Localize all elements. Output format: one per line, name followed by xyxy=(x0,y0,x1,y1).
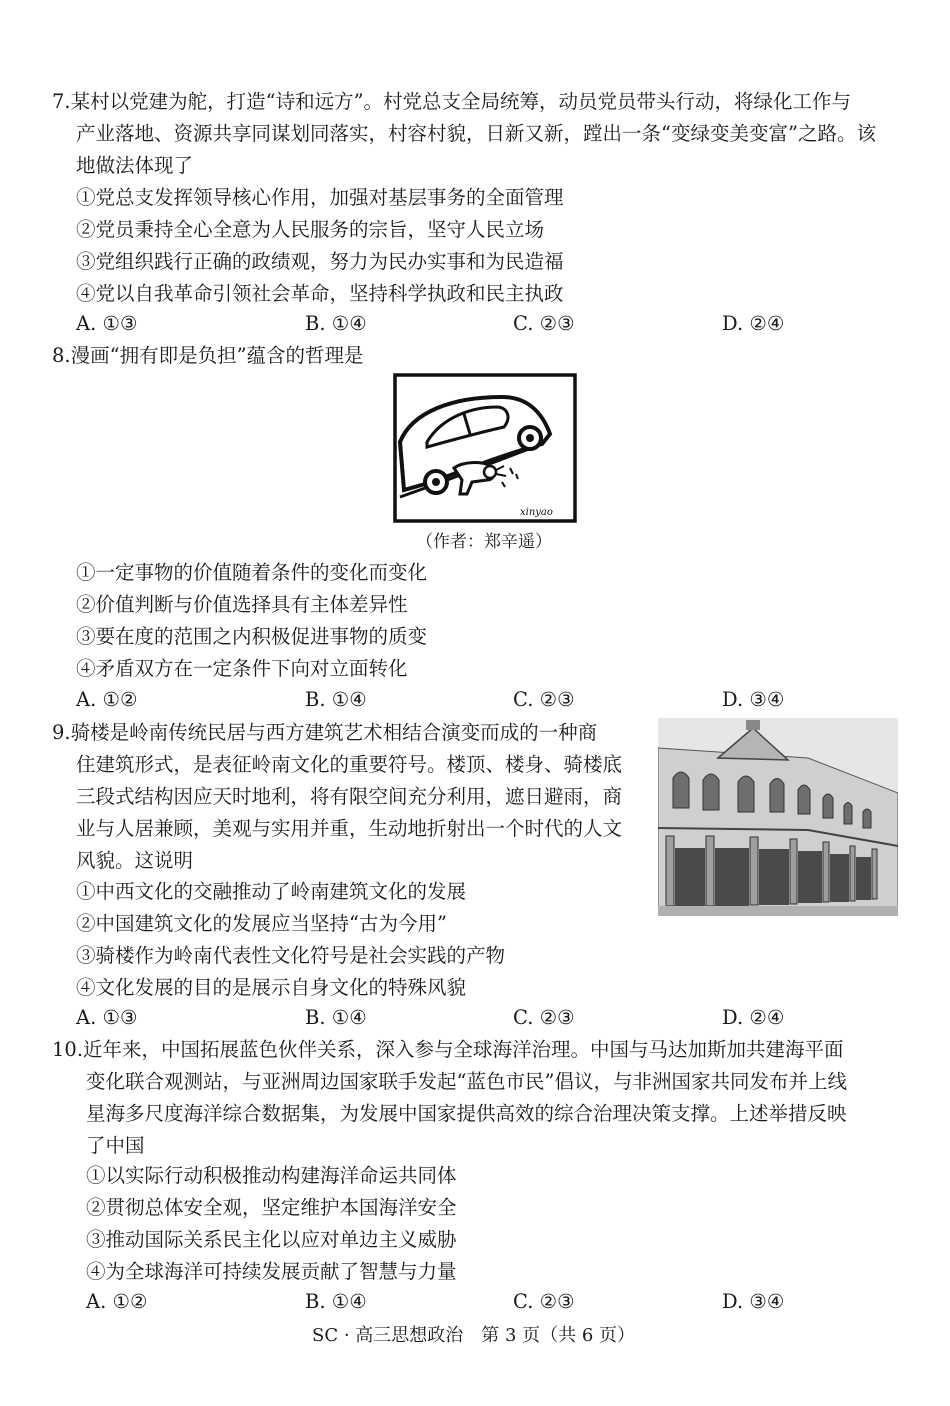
q8-stem: 8.漫画“拥有即是负担”蕴含的哲理是 xyxy=(52,344,364,367)
q9-stem-line-3: 三段式结构因应天时地利，将有限空间充分利用，遮日避雨，商 xyxy=(76,785,623,808)
person-head xyxy=(484,466,496,478)
q10-stem-line-1: 10.近年来，中国拓展蓝色伙伴关系，深入参与全球海洋治理。中国与马达加斯加共建海平面 xyxy=(52,1038,844,1061)
q10-stem-line-4: 了中国 xyxy=(86,1134,145,1157)
q7-statement-2: ②党员秉持全心全意为人民服务的宗旨，坚守人民立场 xyxy=(76,218,545,241)
q8-option-d: D. ③④ xyxy=(722,688,785,711)
cartoon-caption: （作者：郑辛遥） xyxy=(416,532,552,552)
q9-stem-line-2: 住建筑形式，是表征岭南文化的重要符号。楼顶、楼身、骑楼底 xyxy=(76,753,623,776)
page-footer: SC · 高三思想政治 第 3 页（共 6 页） xyxy=(312,1325,636,1346)
q9-stem-line-5: 风貌。这说明 xyxy=(76,849,194,872)
car-front-hub xyxy=(526,434,534,442)
q10-statement-3: ③推动国际关系民主化以应对单边主义威胁 xyxy=(86,1228,457,1251)
street xyxy=(658,906,898,916)
q7-option-d: D. ②④ xyxy=(722,312,785,335)
q8-statement-1: ①一定事物的价值随着条件的变化而变化 xyxy=(76,561,428,584)
q10-option-b: B. ①④ xyxy=(305,1290,367,1313)
q10-stem-line-3: 星海多尺度海洋综合数据集，为发展中国家提供高效的综合治理决策支撑。上述举措反映 xyxy=(86,1102,847,1125)
roof-finial xyxy=(746,720,760,730)
q7-stem-line-1: 7.某村以党建为舵，打造“诗和远方”。村党总支全局统筹，动员党员带头行动，将绿化工作与 xyxy=(52,90,852,113)
q9-option-c: C. ②③ xyxy=(513,1006,575,1029)
q8-statement-4: ④矛盾双方在一定条件下向对立面转化 xyxy=(76,657,408,680)
q9-statement-3: ③骑楼作为岭南代表性文化符号是社会实践的产物 xyxy=(76,944,506,967)
q7-statement-3: ③党组织践行正确的政绩观，努力为民办实事和为民造福 xyxy=(76,250,564,273)
arcade-openings xyxy=(675,848,871,906)
q10-option-d: D. ③④ xyxy=(722,1290,785,1313)
q8-option-a: A. ①② xyxy=(76,688,138,711)
q10-statement-4: ④为全球海洋可持续发展贡献了智慧与力量 xyxy=(86,1260,457,1283)
q7-statement-1: ①党总支发挥领导核心作用，加强对基层事务的全面管理 xyxy=(76,186,564,209)
q10-stem-line-2: 变化联合观测站，与亚洲周边国家联手发起“蓝色市民”倡议，与非洲国家共同发布并上线 xyxy=(86,1070,847,1093)
q10-statement-1: ①以实际行动积极推动构建海洋命运共同体 xyxy=(86,1164,457,1187)
car-rear-hub xyxy=(432,478,440,486)
cartoon-signature: xinyao xyxy=(520,507,553,518)
q7-option-c: C. ②③ xyxy=(513,312,575,335)
q7-statement-4: ④党以自我革命引领社会革命，坚持科学执政和民主执政 xyxy=(76,282,564,305)
q8-statement-2: ②价值判断与价值选择具有主体差异性 xyxy=(76,593,408,616)
q8-option-c: C. ②③ xyxy=(513,688,575,711)
q9-statement-4: ④文化发展的目的是展示自身文化的特殊风貌 xyxy=(76,976,467,999)
q8-option-b: B. ①④ xyxy=(305,688,367,711)
q9-option-b: B. ①④ xyxy=(305,1006,367,1029)
q8-statement-3: ③要在度的范围之内积极促进事物的质变 xyxy=(76,625,428,648)
cartoon-figure xyxy=(392,372,578,524)
q7-stem-line-2: 产业落地、资源共享同谋划同落实，村容村貌，日新又新，蹚出一条“变绿变美变富”之路。该 xyxy=(76,122,876,145)
q7-option-a: A. ①③ xyxy=(76,312,138,335)
q9-option-a: A. ①③ xyxy=(76,1006,138,1029)
q9-stem-line-1: 9.骑楼是岭南传统民居与西方建筑艺术相结合演变而成的一种商 xyxy=(52,721,598,744)
q9-option-d: D. ②④ xyxy=(722,1006,785,1029)
arcade-building-photo xyxy=(658,718,898,916)
q9-statement-1: ①中西文化的交融推动了岭南建筑文化的发展 xyxy=(76,880,467,903)
q9-stem-line-4: 业与人居兼顾，美观与实用并重，生动地折射出一个时代的人文 xyxy=(76,817,623,840)
q10-option-a: A. ①② xyxy=(86,1290,148,1313)
q7-option-b: B. ①④ xyxy=(305,312,367,335)
q9-statement-2: ②中国建筑文化的发展应当坚持“古为今用” xyxy=(76,912,447,935)
q7-stem-line-3: 地做法体现了 xyxy=(76,154,194,177)
q10-statement-2: ②贯彻总体安全观，坚定维护本国海洋安全 xyxy=(86,1196,457,1219)
q10-option-c: C. ②③ xyxy=(513,1290,575,1313)
